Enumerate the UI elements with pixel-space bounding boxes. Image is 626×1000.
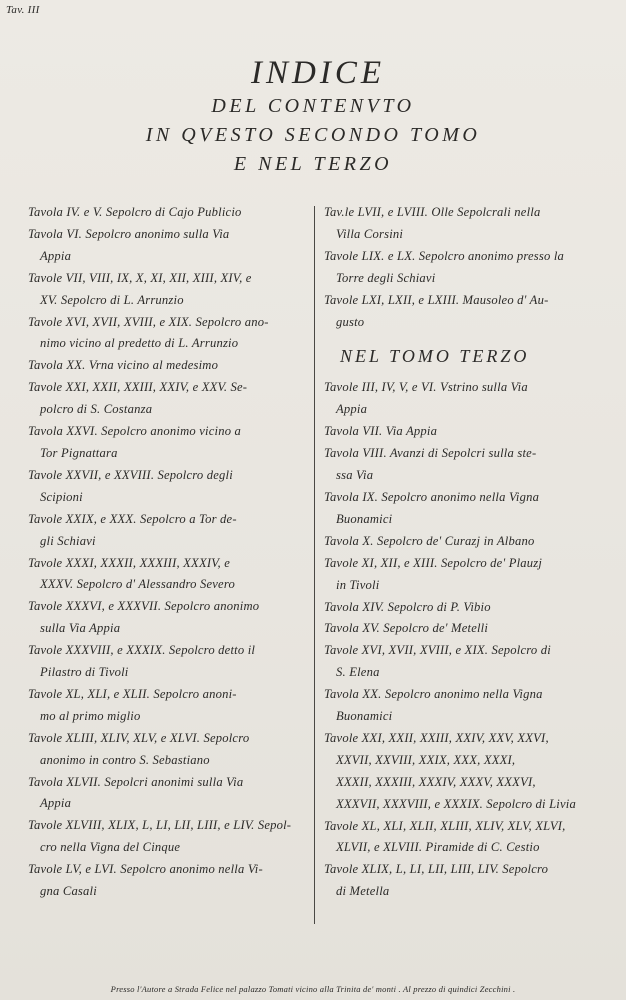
index-entry-line: Tavole XXI, XXII, XXIII, XXIV, e XXV. Se-	[28, 380, 248, 395]
index-entry-line: XXXV. Sepolcro d' Alessandro Severo	[40, 577, 235, 592]
index-entry-line: XXXVII, XXXVIII, e XXXIX. Sepolcro di Livia	[336, 796, 576, 811]
index-entry-line: ssa Via	[336, 468, 374, 483]
index-entry-line: Tavole III, IV, V, e VI. Vstrino sulla Via	[324, 380, 528, 395]
index-entry-line: Tavole XXXVIII, e XXXIX. Sepolcro detto il	[28, 643, 256, 658]
index-entry-line: Tavole XXVII, e XXVIII. Sepolcro degli	[28, 467, 233, 482]
index-entry	[28, 553, 308, 597]
index-entry	[324, 202, 614, 246]
index-entry-line: Tavole VII, VIII, IX, X, XI, XII, XIII, XIV, e	[28, 270, 252, 285]
index-entry-line: Tavole LV, e LVI. Sepolcro anonimo nella Vi-	[28, 862, 263, 877]
right-index-column	[324, 202, 614, 903]
index-entry-line: Appia	[336, 402, 368, 417]
index-entry-line: XXVII, XXVIII, XXIX, XXX, XXXI,	[336, 752, 516, 767]
section-heading: NEL TOMO TERZO	[340, 346, 530, 367]
index-entry	[28, 728, 308, 772]
index-entry-line: Torre degli Schiavi	[336, 270, 436, 285]
index-entry-line: Tavole LXI, LXII, e LXIII. Mausoleo d' Au-	[324, 292, 549, 307]
index-entry-line: S. Elena	[336, 665, 380, 680]
index-entry	[324, 728, 614, 816]
index-entry-line: Tavola XLVII. Sepolcri anonimi sulla Via	[28, 774, 244, 789]
index-entry-line: Tavola XX. Vrna vicino al medesimo	[28, 358, 219, 373]
index-entry	[28, 355, 308, 377]
index-entry	[324, 684, 614, 728]
subtitle-line-1: DEL CONTENVTO	[211, 95, 415, 117]
title-block	[0, 54, 626, 179]
index-entry	[324, 618, 614, 640]
index-entry-line: Tavola X. Sepolcro de' Curazj in Albano	[324, 533, 535, 548]
index-entry-line: Tavola IV. e V. Sepolcro di Cajo Publicio	[28, 205, 242, 219]
index-entry-line: Tavole LIX. e LX. Sepolcro anonimo presso la	[324, 248, 565, 263]
index-entry-line: sulla Via Appia	[40, 621, 121, 636]
index-entry-line: Tor Pignattara	[40, 445, 118, 460]
imprint-footer: Presso l'Autore a Strada Felice nel palazzo Tomati vicino alla Trinita de' monti . Al prezzo di quindici Zecchini .	[110, 984, 516, 994]
index-entry-line: XLVII, e XLVIII. Piramide di C. Cestio	[336, 840, 540, 855]
index-entry-line: mo al primo miglio	[40, 708, 141, 723]
index-entry	[324, 377, 614, 421]
index-entry	[28, 859, 308, 903]
index-entry	[28, 465, 308, 509]
index-entry-line: Tavole XLVIII, XLIX, L, LI, LII, LIII, e LIV. Sepol-	[28, 818, 292, 833]
index-entry	[324, 487, 614, 531]
index-entry-line: XXXII, XXXIII, XXXIV, XXXV, XXXVI,	[336, 774, 536, 789]
left-index-column	[28, 202, 308, 903]
index-entry-line: Tavole XXXI, XXXII, XXXIII, XXXIV, e	[28, 555, 230, 570]
index-entry-line: Tavola VI. Sepolcro anonimo sulla Via	[28, 226, 230, 241]
index-entry	[28, 202, 308, 224]
index-entry	[324, 816, 614, 860]
index-entry-line: Tavola XXVI. Sepolcro anonimo vicino a	[28, 424, 242, 439]
index-entry-line: nimo vicino al predetto di L. Arrunzio	[40, 336, 239, 351]
subtitle-line-2: IN QVESTO SECONDO TOMO	[145, 124, 481, 146]
index-entry-line: Tavole XLIII, XLIV, XLV, e XLVI. Sepolcro	[28, 730, 250, 745]
index-entry	[324, 859, 614, 903]
subtitle-line-3: E NEL TERZO	[233, 153, 393, 175]
index-entry-line: di Metella	[336, 884, 390, 899]
index-entry	[28, 772, 308, 816]
column-divider	[314, 206, 315, 924]
index-entry-line: Appia	[40, 248, 72, 263]
index-entry-line: polcro di S. Costanza	[40, 402, 153, 417]
index-entry-line: Appia	[40, 796, 72, 811]
index-entry-line: in Tivoli	[336, 577, 380, 592]
index-entry	[324, 640, 614, 684]
index-entry	[28, 224, 308, 268]
page-title: INDICE	[251, 55, 385, 91]
index-entry-line: Pilastro di Tivoli	[40, 665, 129, 680]
index-entry-line: Tavole XVI, XVII, XVIII, e XIX. Sepolcro ano-	[28, 314, 269, 329]
index-entry	[324, 597, 614, 619]
index-entry	[28, 640, 308, 684]
index-entry-line: Tavole XLIX, L, LI, LII, LIII, LIV. Sepolcro	[324, 862, 549, 877]
index-entry-line: gli Schiavi	[40, 533, 96, 548]
index-entry	[324, 290, 614, 334]
index-entry-line: Scipioni	[40, 489, 83, 504]
index-entry-line: Tavola IX. Sepolcro anonimo nella Vigna	[324, 489, 540, 504]
index-entry	[28, 421, 308, 465]
index-entry	[324, 553, 614, 597]
index-entry-line: Buonamici	[336, 511, 393, 526]
index-entry-line: Tavole XL, XLI, e XLII. Sepolcro anoni-	[28, 686, 237, 701]
index-entry	[28, 815, 308, 859]
index-entry-line: Tavole XL, XLI, XLII, XLIII, XLIV, XLV, XLVI,	[324, 818, 566, 833]
index-entry-line: XV. Sepolcro di L. Arrunzio	[40, 292, 184, 307]
index-entry	[324, 421, 614, 443]
right-index-bottom-list	[324, 377, 614, 903]
index-entry	[324, 443, 614, 487]
index-entry-line: Tavole XXIX, e XXX. Sepolcro a Tor de-	[28, 511, 237, 526]
index-entry	[28, 684, 308, 728]
index-entry-line: anonimo in contro S. Sebastiano	[40, 752, 210, 767]
right-index-top-list	[324, 202, 614, 333]
index-entry-line: Tavole XXXVI, e XXXVII. Sepolcro anonimo	[28, 599, 260, 614]
index-entry	[28, 268, 308, 312]
index-entry	[28, 509, 308, 553]
index-entry-line: Tav.le LVII, e LVIII. Olle Sepolcrali nella	[324, 205, 541, 219]
index-entry-line: Tavola XX. Sepolcro anonimo nella Vigna	[324, 687, 543, 702]
index-entry-line: gusto	[336, 314, 365, 329]
index-entry	[28, 377, 308, 421]
index-entry-line: Tavole XXI, XXII, XXIII, XXIV, XXV, XXVI,	[324, 730, 549, 745]
index-entry-line: Tavola VIII. Avanzi di Sepolcri sulla ste-	[324, 446, 537, 461]
index-entry-line: Tavola VII. Via Appia	[324, 424, 438, 439]
index-entry-line: gna Casali	[40, 884, 97, 899]
index-entry-line: Tavola XIV. Sepolcro di P. Vibio	[324, 599, 491, 614]
index-entry-line: cro nella Vigna del Cinque	[40, 840, 181, 855]
index-entry-line: Tavole XI, XII, e XIII. Sepolcro de' Plauzj	[324, 555, 543, 570]
index-entry	[324, 531, 614, 553]
index-entry-line: Tavole XVI, XVII, XVIII, e XIX. Sepolcro di	[324, 643, 551, 658]
index-entry-line: Tavola XV. Sepolcro de' Metelli	[324, 621, 489, 636]
index-entry	[28, 312, 308, 356]
plate-number: Tav. III	[6, 4, 40, 16]
index-entry	[324, 246, 614, 290]
index-entry	[28, 596, 308, 640]
index-entry-line: Villa Corsini	[336, 226, 404, 241]
index-entry-line: Buonamici	[336, 709, 393, 724]
